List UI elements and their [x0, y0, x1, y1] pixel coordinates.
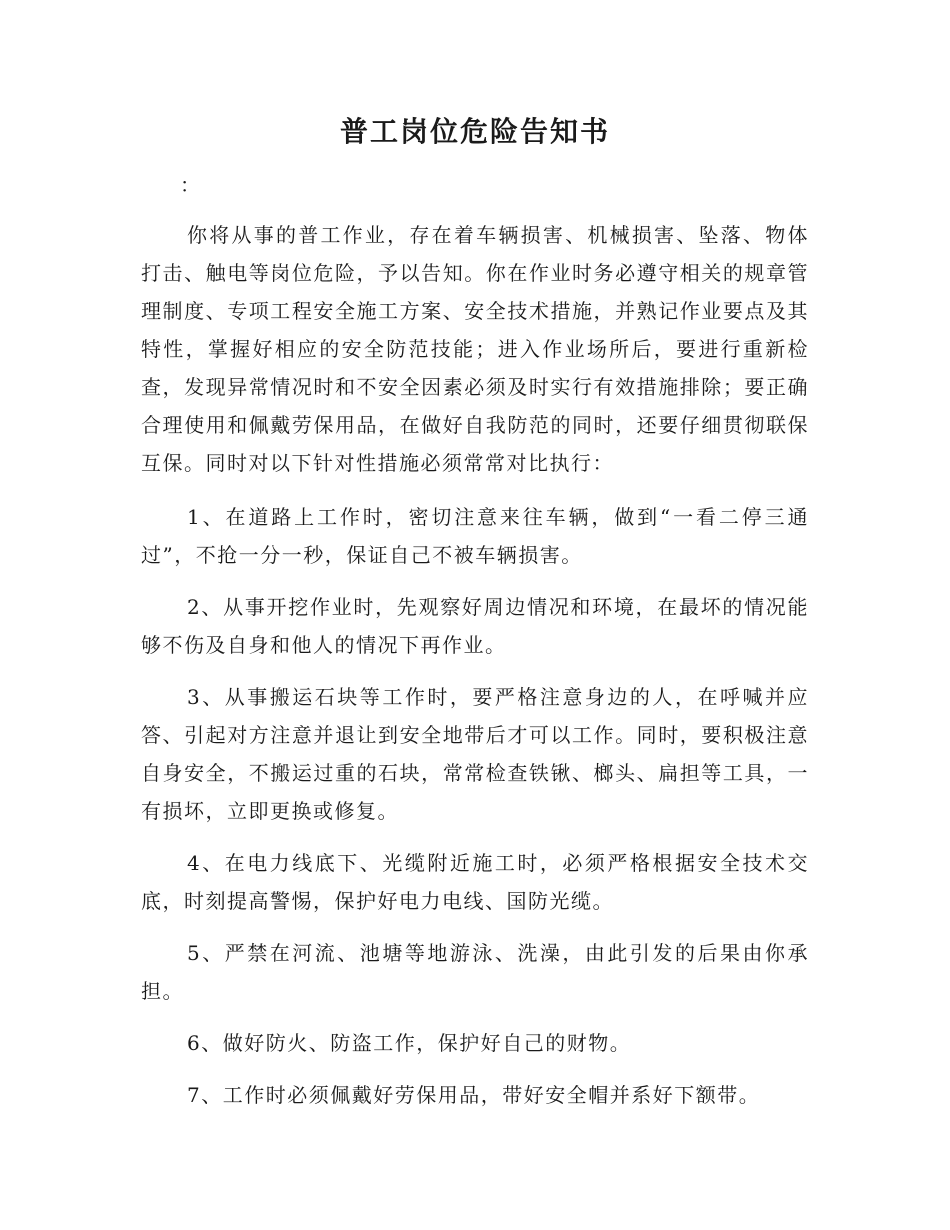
measure-item-7: 7、工作时必须佩戴好劳保用品，带好安全帽并系好下额带。 — [187, 1083, 761, 1107]
measure-item-5: 5、严禁在河流、池塘等地游泳、洗澡，由此引发的后果由你承担。 — [141, 941, 809, 1003]
measure-item-2: 2、从事开挖作业时，先观察好周边情况和环境，在最坏的情况能够不伤及自身和他人的情况下再作业。 — [141, 595, 809, 657]
document-body — [141, 216, 809, 1128]
document-title: 普工岗位危险告知书 — [339, 115, 610, 148]
measure-item-1: 1、在道路上工作时，密切注意来往车辆，做到“一看二停三通过”，不抢一分一秒，保证自己不被车辆损害。 — [141, 505, 809, 567]
measure-item-3: 3、从事搬运石块等工作时，要严格注意身边的人，在呼喊并应答、引起对方注意并退让到安全地带后才可以工作。同时，要积极注意自身安全，不搬运过重的石块，常常检查铁锹、榔头、扁担等工具，一有损坏，立即更换或修复。 — [141, 685, 809, 823]
measure-item-6: 6、做好防火、防盗工作，保护好自己的财物。 — [187, 1031, 632, 1055]
measure-item-4: 4、在电力线底下、光缆附近施工时，必须严格根据安全技术交底，时刻提高警惕，保护好电力电线、国防光缆。 — [141, 851, 809, 913]
intro-paragraph: 你将从事的普工作业，存在着车辆损害、机械损害、坠落、物体打击、触电等岗位危险，予以告知。你在作业时务必遵守相关的规章管理制度、专项工程安全施工方案、安全技术措施，并熟记作业要点及其特性，掌握好相应的安全防范技能；进入作业场所后，要进行重新检查，发现异常情况时和不安全因素必须及时实行有效措施排除；要正确合理使用和佩戴劳保用品，在做好自我防范的同时，还要仔细贯彻联保互保。同时对以下针对性措施必须常常对比执行： — [141, 223, 809, 475]
addressee-line: ： — [180, 173, 200, 197]
